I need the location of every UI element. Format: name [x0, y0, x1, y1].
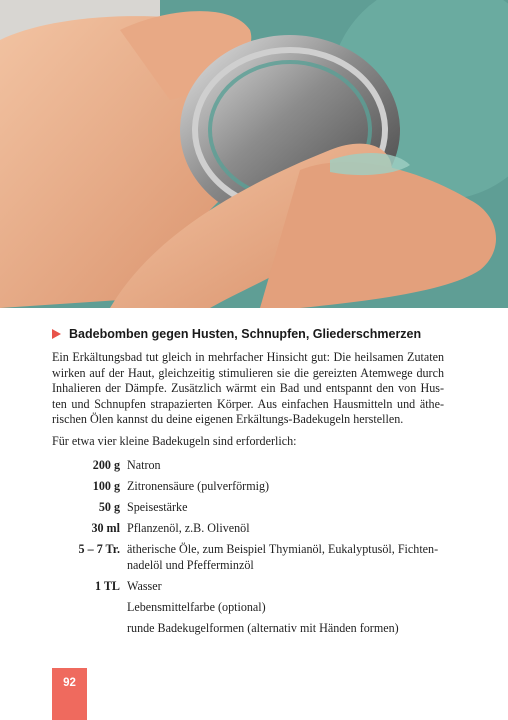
hero-photo — [0, 0, 508, 308]
hands-mold-illustration — [0, 0, 508, 308]
ingredients-lead: Für etwa vier kleine Badekugeln sind erforderlich: — [52, 434, 297, 448]
intro-line: wirken auf der Haut, gleichzeitig stimulieren sie die gereizten Atemwege durch — [52, 365, 444, 380]
intro-line: Inhalieren der Dämpfe. Zusätzlich wärmt ein Bad und entspannt den von Hus- — [52, 381, 444, 395]
ingredient-row — [52, 521, 452, 537]
triangle-bullet-icon — [52, 329, 61, 339]
heading-text: Badebomben gegen Husten, Schnupfen, Gliederschmerzen — [69, 327, 422, 341]
ingredient-quantity — [52, 621, 127, 637]
intro-line: ten und Schnupfen strapazierten Körper. Aus einfachen Hausmitteln und äthe- — [52, 396, 444, 411]
ingredient-name: Lebensmittelfarbe (optional) — [127, 600, 266, 615]
section-heading — [52, 327, 472, 341]
ingredient-row — [52, 579, 452, 595]
ingredient-row — [52, 500, 452, 516]
ingredient-name: Natron — [127, 458, 161, 472]
ingredient-quantity — [52, 600, 127, 616]
page-number-badge — [52, 668, 87, 720]
ingredient-name: Zitronensäure (pulverförmig) — [127, 479, 270, 494]
intro-paragraph — [52, 350, 444, 428]
ingredient-quantity: 200 g — [92, 458, 120, 472]
ingredient-row — [52, 479, 452, 495]
ingredient-quantity: 100 g — [92, 479, 120, 494]
ingredient-quantity: 50 g — [98, 500, 120, 515]
ingredient-quantity: 5 – 7 Tr. — [78, 542, 120, 557]
ingredient-quantity: 1 TL — [95, 578, 120, 593]
ingredient-name-line: ätherische Öle, zum Beispiel Thymianöl, Eukalyptusöl, Fichten- — [127, 542, 439, 557]
ingredient-name: Speisestärke — [127, 500, 188, 515]
ingredient-row — [52, 458, 452, 474]
ingredient-name: runde Badekugelformen (alternativ mit Händen formen) — [127, 621, 399, 636]
ingredient-name-line: nadelöl und Pfefferminzöl — [127, 557, 254, 572]
ingredient-name: Wasser — [127, 578, 162, 593]
ingredient-name — [127, 542, 447, 573]
ingredient-name: Pflanzenöl, z.B. Olivenöl — [127, 521, 250, 536]
page-number: 92 — [63, 677, 76, 689]
ingredient-quantity: 30 ml — [91, 521, 120, 536]
ingredient-row — [52, 621, 452, 637]
ingredient-row — [52, 600, 452, 616]
intro-line: rischen Ölen kannst du deine eigenen Erkältungs-Badekugeln herstellen. — [52, 412, 404, 426]
intro-line: Ein Erkältungsbad tut gleich in mehrfacher Hinsicht gut: Die heilsamen Zutaten — [52, 350, 444, 364]
ingredient-list — [52, 458, 452, 637]
ingredient-row — [52, 542, 452, 573]
